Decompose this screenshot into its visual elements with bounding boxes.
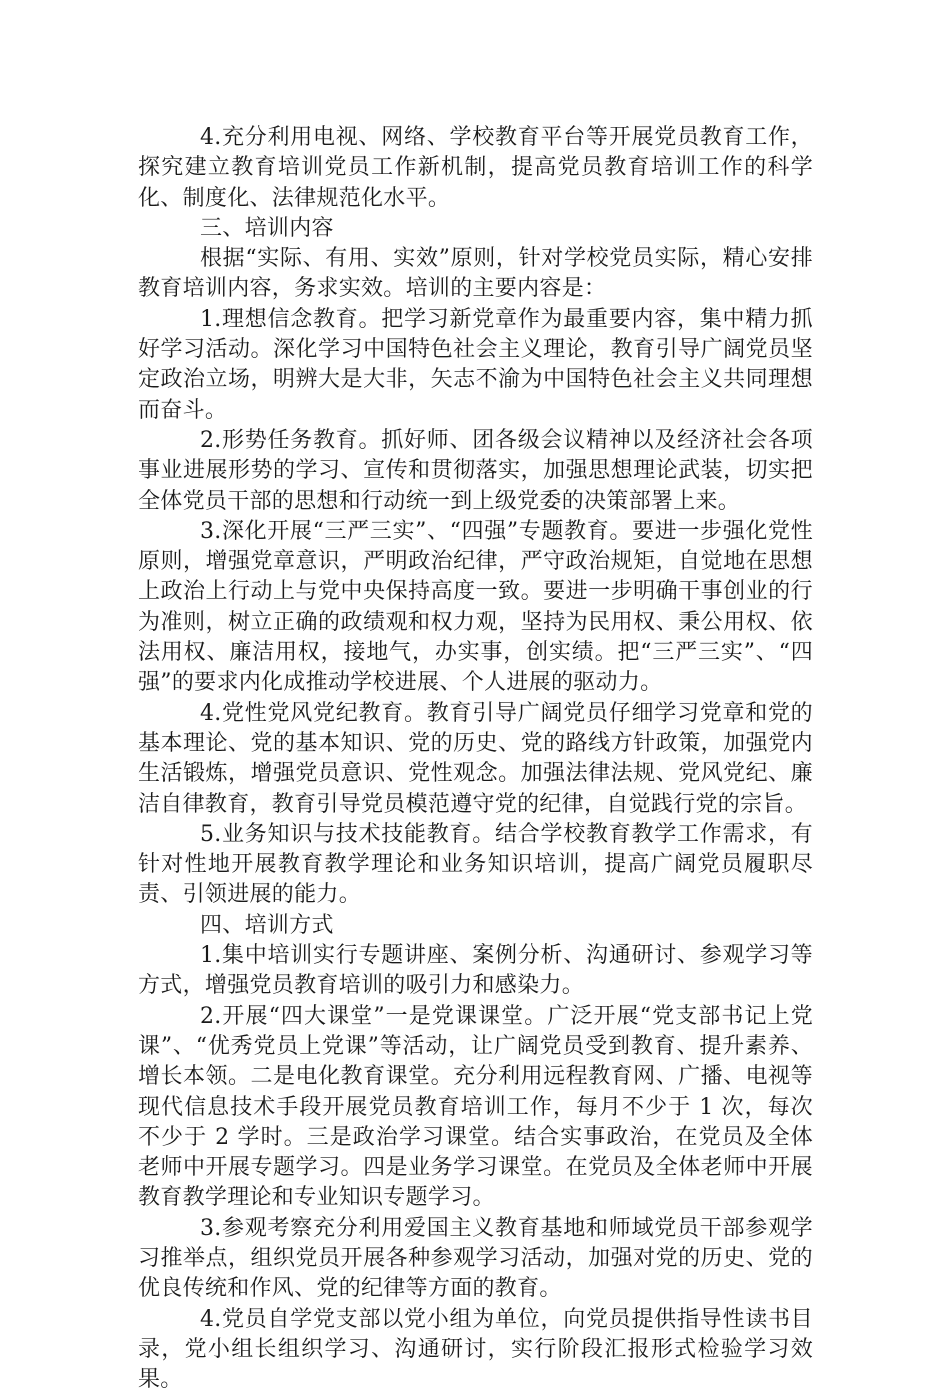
- document-body: [138, 123, 813, 1395]
- paragraph-principle: 根据“实际、有用、实效”原则，针对学校党员实际，精心安排教育培训内容，务求实效。培训的主要内容是：: [138, 246, 813, 302]
- paragraph-item-4-platforms: 4.充分利用电视、网络、学校教育平台等开展党员教育工作，探究建立教育培训党员工作新机制，提高党员教育培训工作的科学化、制度化、法律规范化水平。: [138, 125, 813, 211]
- paragraph-self-study: 4.党员自学党支部以党小组为单位，向党员提供指导性读书目录，党小组长组织学习、沟通研讨，实行阶段汇报形式检验学习效果。: [138, 1306, 813, 1393]
- section-heading-training-methods: 四、培训方式: [200, 912, 334, 938]
- paragraph-centralized-training: 1.集中培训实行专题讲座、案例分析、沟通研讨、参观学习等方式，增强党员教育培训的吸引力和感染力。: [138, 943, 813, 999]
- paragraph-situation-education: 2.形势任务教育。抓好师、团各级会议精神以及经济社会各项事业进展形势的学习、宣传和贯彻落实，加强思想理论武装，切实把全体党员干部的思想和行动统一到上级党委的决策部署上来。: [138, 427, 813, 514]
- paragraph-party-discipline-education: 4.党性党风党纪教育。教育引导广阔党员仔细学习党章和党的基本理论、党的基本知识、党的历史、党的路线方针政策，加强党内生活锻炼，增强党员意识、党性观念。加强法律法规、党风党纪、廉洁自律教育，教育引导党员模范遵守党的纪律，自觉践行党的宗旨。: [138, 700, 813, 817]
- paragraph-site-visits: 3.参观考察充分利用爱国主义教育基地和师域党员干部参观学习推举点，组织党员开展各种参观学习活动，加强对党的历史、党的优良传统和作风、党的纪律等方面的教育。: [138, 1215, 813, 1302]
- paragraph-four-classrooms: 2.开展“四大课堂”一是党课课堂。广泛开展“党支部书记上党课”、“优秀党员上党课”等活动，让广阔党员受到教育、提升素养、增长本领。二是电化教育课堂。充分利用远程教育网、广播、电视等现代信息技术手段开展党员教育培训工作，每月不少于 1 次，每次不少于 2 学时。三是政治学习课堂。结合实事政治，在党员及全体老师中开展专题学习。四是业务学习课堂。在党员及全体老师中开展教育教学理论和专业知识专题学习。: [138, 1003, 813, 1211]
- section-heading-training-content: 三、培训内容: [200, 215, 334, 241]
- paragraph-professional-skills-education: 5.业务知识与技术技能教育。结合学校教育教学工作需求，有针对性地开展教育教学理论和业务知识培训，提高广阔党员履职尽责、引领进展的能力。: [138, 821, 813, 908]
- paragraph-ideals-education: 1.理想信念教育。把学习新党章作为最重要内容，集中精力抓好学习活动。深化学习中国特色社会主义理论，教育引导广阔党员坚定政治立场，明辨大是大非，矢志不渝为中国特色社会主义共同理想而奋斗。: [138, 306, 813, 423]
- paragraph-three-strict-education: 3.深化开展“三严三实”、“四强”专题教育。要进一步强化党性原则，增强党章意识，严明政治纪律，严守政治规矩，自觉地在思想上政治上行动上与党中央保持高度一致。要进一步明确干事创业的行为准则，树立正确的政绩观和权力观，坚持为民用权、秉公用权、依法用权、廉洁用权，接地气，办实事，创实绩。把“三严三实”、“四强”的要求内化成推动学校进展、个人进展的驱动力。: [138, 518, 813, 696]
